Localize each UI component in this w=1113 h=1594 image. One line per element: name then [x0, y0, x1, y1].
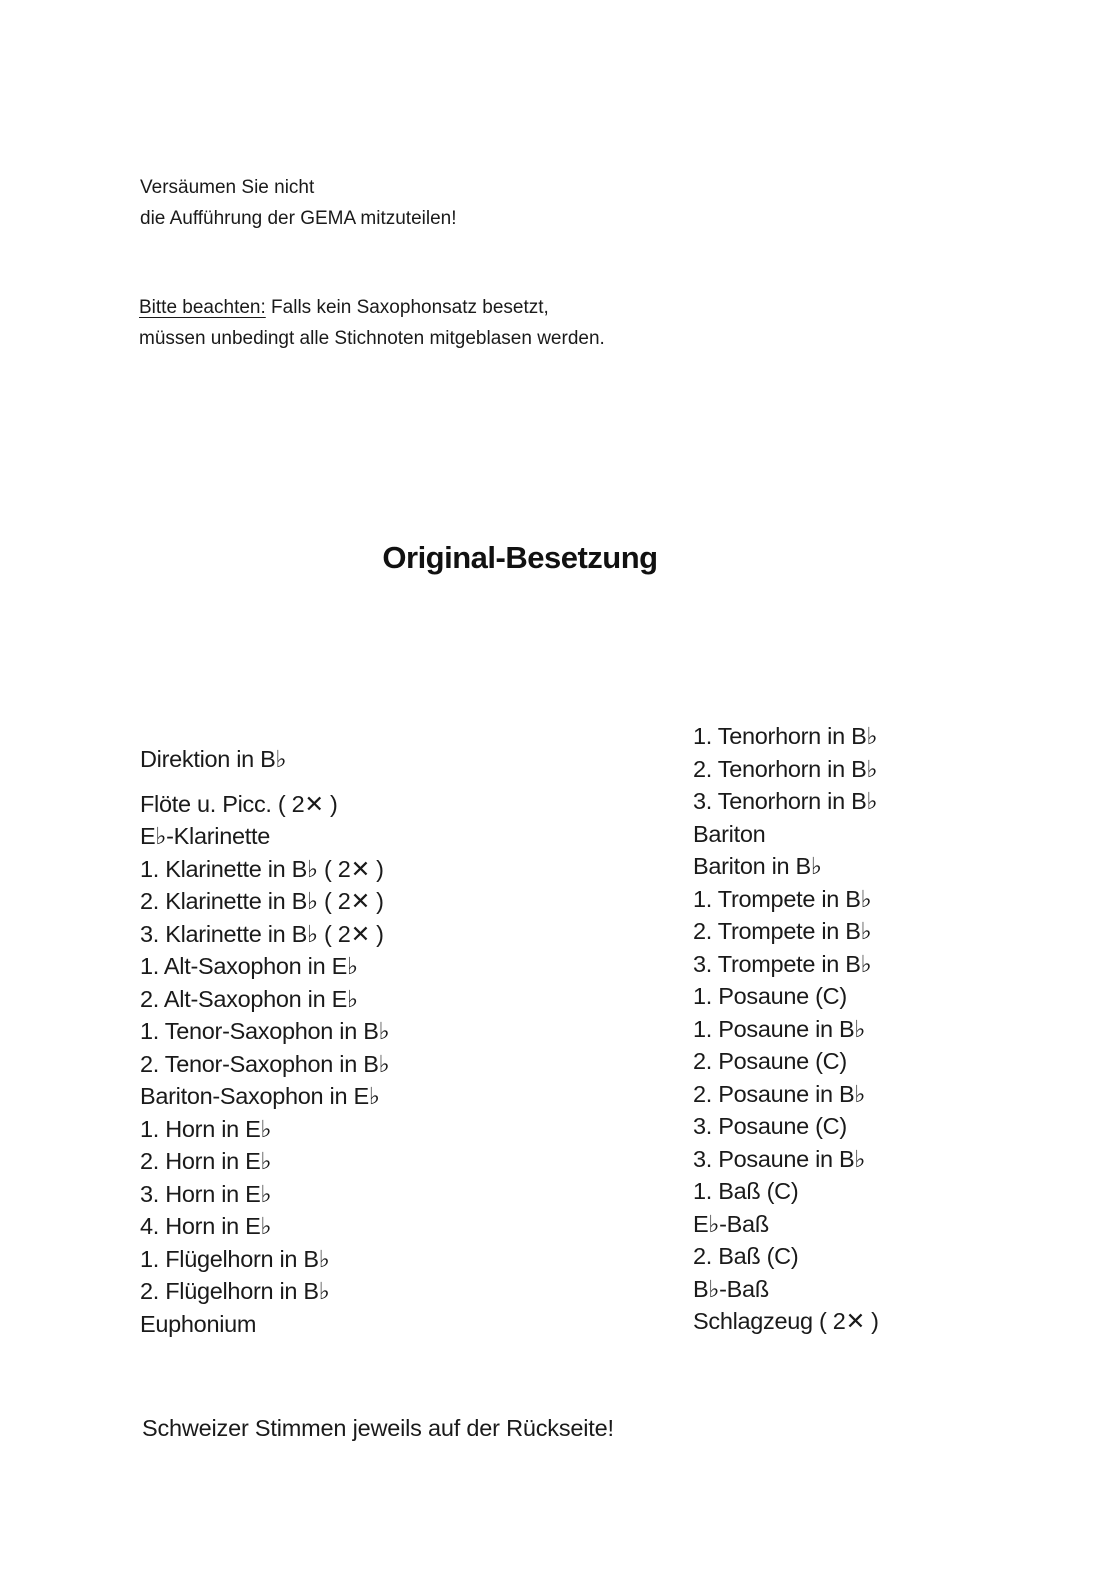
instrument-item: 1. Tenorhorn in B♭	[693, 723, 878, 749]
instrument-item: 2. Klarinette in B♭ ( 2✕ )	[140, 888, 384, 914]
instrument-item: B♭-Baß	[693, 1275, 769, 1302]
instrument-item: 2. Baß (C)	[693, 1243, 799, 1269]
hint-line-1-text: Falls kein Saxophonsatz besetzt,	[265, 297, 549, 318]
instrument-item: 1. Alt-Saxophon in E♭	[140, 953, 358, 979]
instrument-item: E♭-Baß	[693, 1210, 769, 1237]
instrument-item: 2. Trompete in B♭	[693, 918, 872, 944]
gema-notice-line-2: die Aufführung der GEMA mitzuteilen!	[140, 208, 457, 229]
instrument-item: 2. Posaune (C)	[693, 1048, 847, 1074]
instrument-item: 2. Alt-Saxophon in E♭	[140, 985, 358, 1012]
instrument-item: Schlagzeug ( 2✕ )	[693, 1308, 879, 1334]
instrument-item: Bariton in B♭	[693, 853, 822, 879]
instrument-item: 3. Klarinette in B♭ ( 2✕ )	[140, 920, 384, 947]
instrument-item: 1. Posaune in B♭	[693, 1015, 866, 1042]
instrument-item: Bariton-Saxophon in E♭	[140, 1083, 380, 1109]
instrument-item: 2. Tenor-Saxophon in B♭	[140, 1050, 390, 1077]
instrument-list-left	[140, 743, 389, 1340]
instrument-item: 2. Horn in E♭	[140, 1148, 272, 1174]
instrument-item: 3. Trompete in B♭	[693, 950, 872, 977]
gema-notice	[140, 172, 457, 234]
instrument-item: 1. Horn in E♭	[140, 1115, 272, 1142]
instrument-item: 2. Flügelhorn in B♭	[140, 1278, 330, 1304]
instrument-item: 1. Posaune (C)	[693, 983, 847, 1009]
instrument-item: Euphonium	[140, 1310, 257, 1337]
instrument-item: 3. Posaune (C)	[693, 1113, 847, 1139]
footer-note: Schweizer Stimmen jeweils auf der Rückseite!	[142, 1415, 614, 1441]
instrument-item: 1. Baß (C)	[693, 1178, 799, 1204]
instrument-item: Direktion in B♭	[140, 746, 287, 772]
instrument-item: 1. Flügelhorn in B♭	[140, 1245, 330, 1272]
instrument-item: 3. Horn in E♭	[140, 1180, 272, 1207]
gema-notice-line-1: Versäumen Sie nicht	[140, 177, 315, 198]
instrument-item: 1. Trompete in B♭	[693, 885, 872, 912]
page-title: Original-Besetzung	[382, 540, 658, 575]
instrument-item: 4. Horn in E♭	[140, 1213, 272, 1239]
instrument-item: Bariton	[693, 820, 766, 847]
hint-label: Bitte beachten:	[139, 297, 266, 318]
instrument-item: E♭-Klarinette	[140, 823, 270, 849]
instrument-item: 3. Posaune in B♭	[693, 1145, 866, 1172]
instrument-item: 2. Posaune in B♭	[693, 1080, 866, 1107]
instrument-item: 1. Klarinette in B♭ ( 2✕ )	[140, 855, 384, 882]
instrument-item: 1. Tenor-Saxophon in B♭	[140, 1018, 390, 1044]
instrument-item: Flöte u. Picc. ( 2✕ )	[140, 790, 338, 817]
saxophone-hint-line-2: müssen unbedingt alle Stichnoten mitgeblasen werden.	[139, 328, 605, 349]
saxophone-hint	[139, 292, 605, 354]
saxophone-hint-line-1	[139, 292, 605, 323]
instrument-list-right	[693, 720, 879, 1338]
instrument-item: 2. Tenorhorn in B♭	[693, 755, 878, 782]
instrument-item: 3. Tenorhorn in B♭	[693, 788, 878, 814]
